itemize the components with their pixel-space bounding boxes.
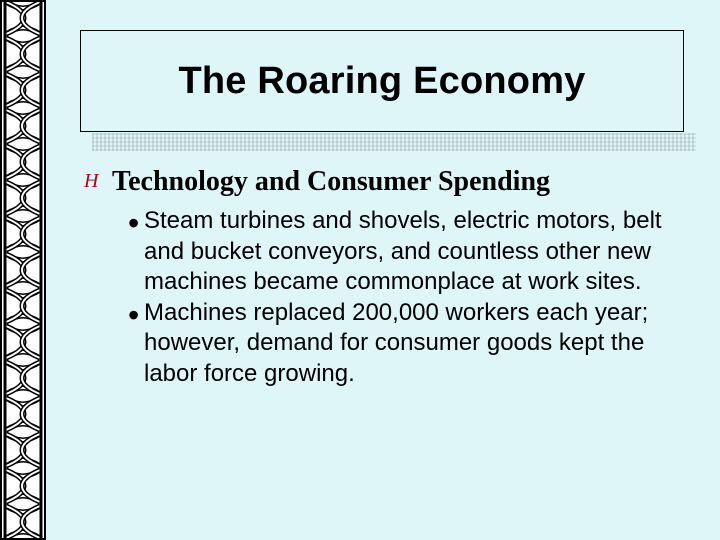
list-item-text: Steam turbines and shovels, electric motors, belt and bucket conveyors, and countless other new machines became commonplace at work sites. [144, 207, 662, 295]
bullet-dot-icon [128, 206, 144, 241]
list-item [128, 298, 698, 390]
slide-heading [84, 166, 704, 198]
list-item [128, 206, 698, 298]
celtic-knot-border [0, 0, 46, 540]
bullet-list [128, 206, 698, 389]
list-item-text: Machines replaced 200,000 workers each year; however, demand for consumer goods kept the labor force growing. [144, 298, 649, 387]
title-shadow [92, 133, 696, 151]
title-box [80, 30, 684, 132]
heading-bullet-icon: H [84, 170, 99, 192]
bullet-dot-icon [128, 298, 144, 333]
heading-text: Technology and Consumer Spending [112, 166, 551, 197]
slide-title: The Roaring Economy [178, 59, 586, 102]
